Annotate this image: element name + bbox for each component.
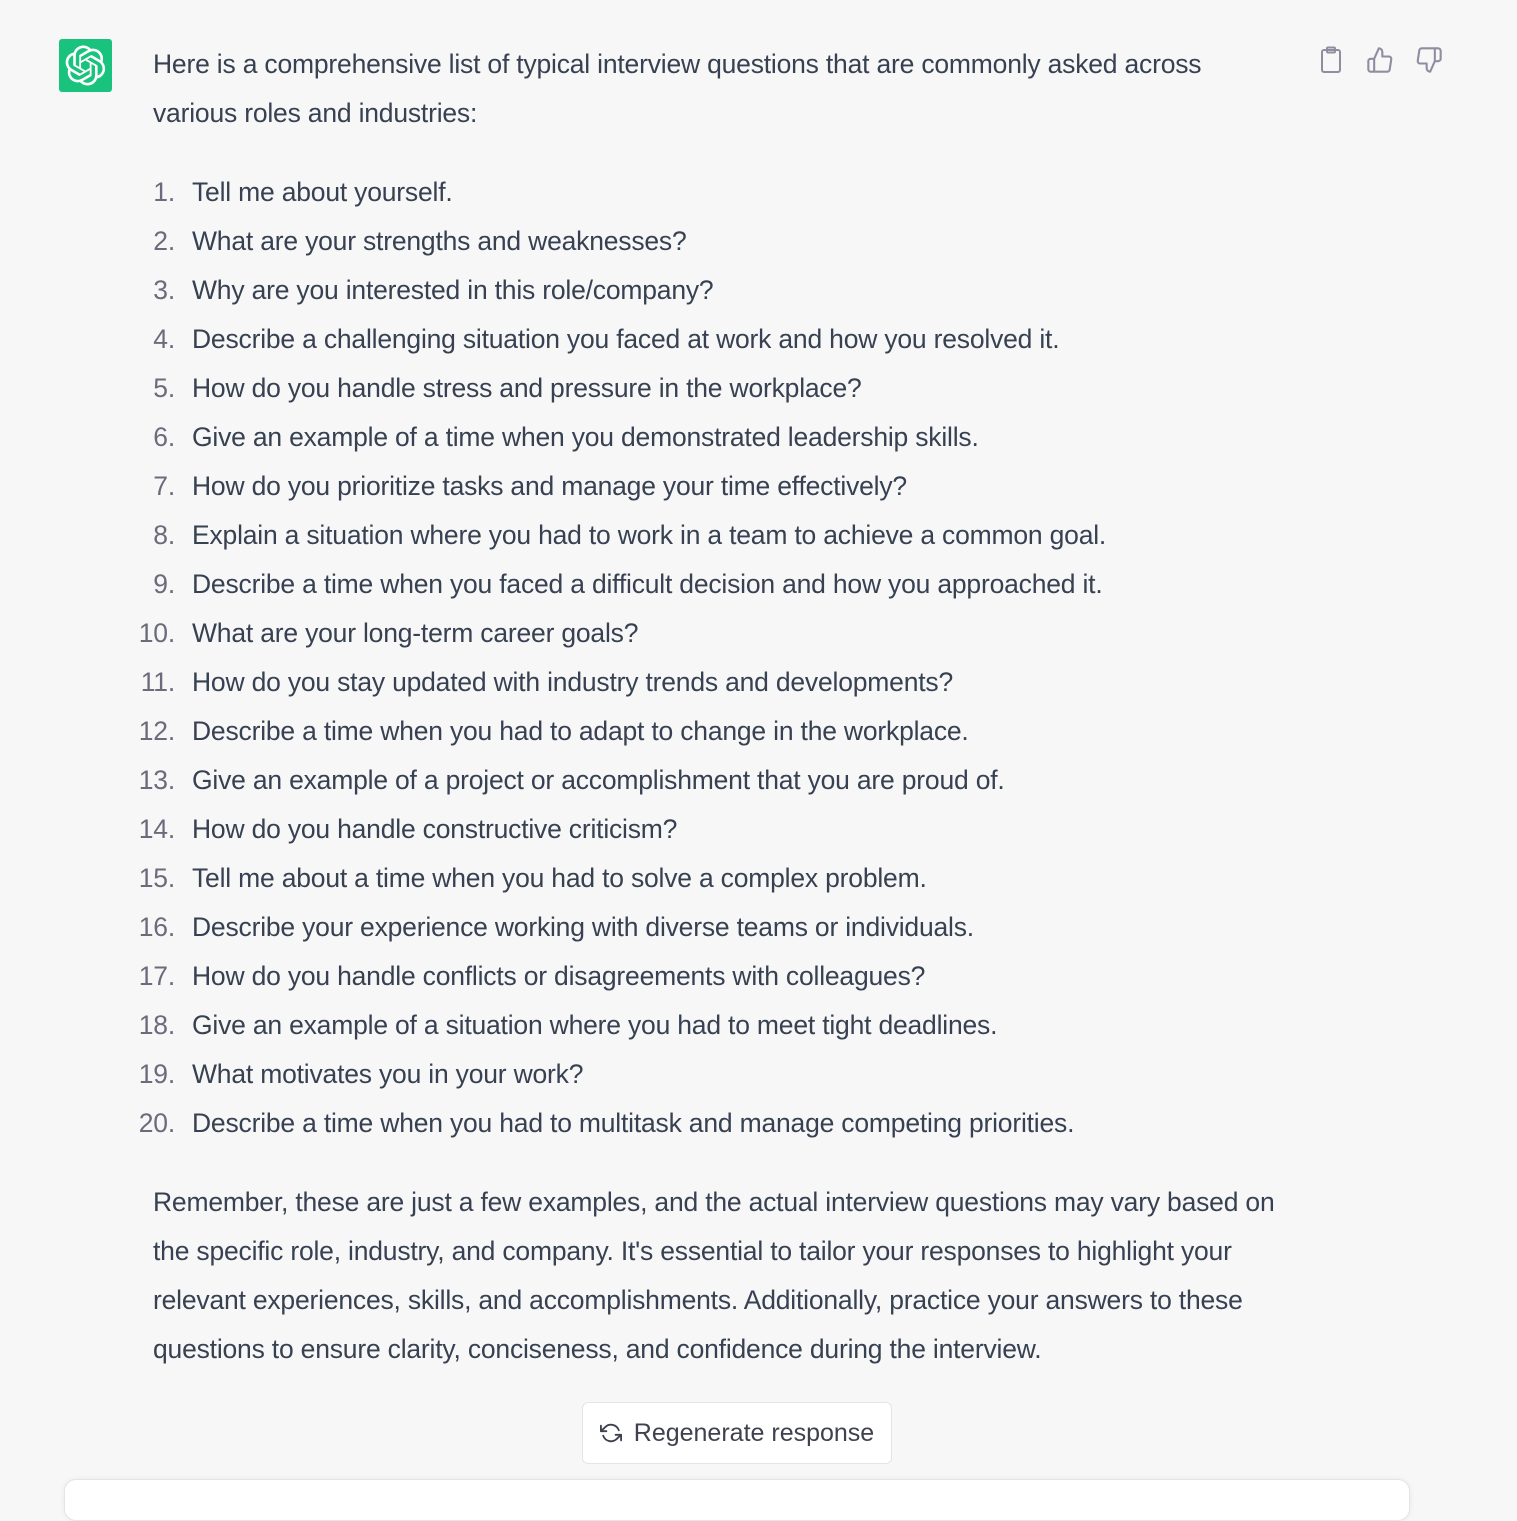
list-item-number: 18.: [138, 1010, 175, 1040]
list-item-text: Describe your experience working with diverse teams or individuals.: [192, 912, 974, 942]
list-item-number: 13.: [138, 765, 175, 795]
list-item-text: Describe a challenging situation you faced at work and how you resolved it.: [192, 324, 1060, 354]
list-item: [138, 1050, 1288, 1099]
list-item: [138, 805, 1288, 854]
list-item: [153, 364, 1288, 413]
list-item-text: Tell me about yourself.: [192, 177, 453, 207]
list-item-text: Give an example of a time when you demonstrated leadership skills.: [192, 422, 979, 452]
thumbs-down-icon: [1415, 46, 1443, 74]
list-item: [153, 413, 1288, 462]
list-item: [153, 315, 1288, 364]
copy-button[interactable]: [1316, 44, 1345, 76]
list-item-text: Give an example of a project or accomplishment that you are proud of.: [192, 765, 1005, 795]
message-actions: [1316, 44, 1443, 76]
message-intro: Here is a comprehensive list of typical interview questions that are commonly asked across various roles and industries:: [153, 49, 1202, 128]
list-item-number: 12.: [138, 716, 175, 746]
list-item-number: 11.: [140, 667, 175, 697]
list-item: [138, 952, 1288, 1001]
list-item-number: 6.: [153, 422, 175, 452]
list-item: [153, 217, 1288, 266]
list-item: [138, 854, 1288, 903]
list-item-number: 8.: [153, 520, 175, 550]
list-item-number: 14.: [138, 814, 175, 844]
list-item-number: 19.: [138, 1059, 175, 1089]
list-item-number: 16.: [138, 912, 175, 942]
list-item-text: How do you handle conflicts or disagreements with colleagues?: [192, 961, 926, 991]
refresh-icon: [600, 1422, 622, 1444]
thumbs-up-icon: [1366, 46, 1394, 74]
thumbs-down-button[interactable]: [1414, 44, 1443, 76]
clipboard-icon: [1319, 46, 1343, 74]
list-item: [138, 609, 1288, 658]
list-item: [138, 903, 1288, 952]
list-item-text: Describe a time when you faced a difficult decision and how you approached it.: [192, 569, 1103, 599]
list-item-number: 7.: [153, 471, 175, 501]
list-item-text: What motivates you in your work?: [192, 1059, 584, 1089]
interview-questions-list: [138, 168, 1288, 1148]
list-item-number: 20.: [138, 1108, 175, 1138]
list-item-text: Give an example of a situation where you had to meet tight deadlines.: [192, 1010, 998, 1040]
list-item-number: 17.: [138, 961, 175, 991]
list-item-number: 4.: [153, 324, 175, 354]
list-item-number: 2.: [153, 226, 175, 256]
list-item: [140, 658, 1288, 707]
chat-input[interactable]: [64, 1479, 1410, 1521]
list-item-number: 10.: [138, 618, 175, 648]
list-item: [138, 1099, 1288, 1148]
list-item: [153, 462, 1288, 511]
list-item-text: What are your long-term career goals?: [192, 618, 639, 648]
assistant-avatar: [59, 39, 112, 92]
list-item: [153, 266, 1288, 315]
list-item-text: Describe a time when you had to multitask and manage competing priorities.: [192, 1108, 1075, 1138]
message-outro: Remember, these are just a few examples, and the actual interview questions may vary based on the specific role, industry, and company. It's essential to tailor your responses to highlight your relevant experiences, skills, and accomplishments. Additionally, practice your answers to these questions to ensure clarity, conciseness, and confidence during the interview.: [153, 1187, 1275, 1364]
list-item-text: Why are you interested in this role/company?: [192, 275, 714, 305]
assistant-message: [138, 40, 1288, 1374]
list-item: [153, 168, 1288, 217]
list-item: [138, 707, 1288, 756]
list-item-number: 9.: [153, 569, 175, 599]
list-item-text: How do you prioritize tasks and manage your time effectively?: [192, 471, 907, 501]
list-item-text: Describe a time when you had to adapt to change in the workplace.: [192, 716, 969, 746]
list-item: [138, 756, 1288, 805]
regenerate-response-label: Regenerate response: [633, 1418, 875, 1447]
list-item: [153, 511, 1288, 560]
list-item-text: Tell me about a time when you had to solve a complex problem.: [192, 863, 927, 893]
list-item: [153, 560, 1288, 609]
regenerate-response-button[interactable]: [582, 1402, 892, 1464]
list-item-text: Explain a situation where you had to work in a team to achieve a common goal.: [192, 520, 1107, 550]
list-item-text: How do you handle stress and pressure in the workplace?: [192, 373, 862, 403]
list-item-text: What are your strengths and weaknesses?: [192, 226, 687, 256]
thumbs-up-button[interactable]: [1365, 44, 1394, 76]
list-item-text: How do you handle constructive criticism?: [192, 814, 678, 844]
list-item-text: How do you stay updated with industry trends and developments?: [192, 667, 953, 697]
list-item: [138, 1001, 1288, 1050]
list-item-number: 15.: [138, 863, 175, 893]
list-item-number: 5.: [153, 373, 175, 403]
openai-logo-icon: [65, 45, 106, 86]
list-item-number: 1.: [153, 177, 175, 207]
list-item-number: 3.: [153, 275, 175, 305]
